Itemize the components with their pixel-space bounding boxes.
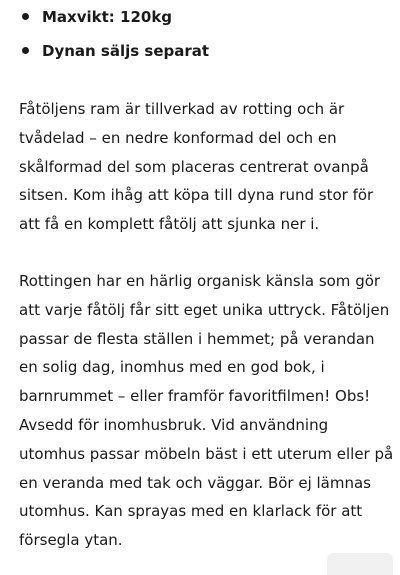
spec-item-cushion (19, 42, 397, 76)
floating-widget-tab[interactable] (327, 553, 393, 575)
bullet-icon (22, 47, 29, 54)
spec-item-label: Maxvikt: 120kg (42, 8, 173, 26)
spec-list (19, 8, 397, 76)
description-paragraph-rattan: Rottingen har en härlig organisk känsla som gör att varje fåtölj får sitt eget unika uttryck. Fåtöljen passar de flesta ställen i hemmet; på verandan en solig dag, inomhus med en god bok, i barnrummet – eller framför favoritfilmen! Obs! Avsedd för inomhusbruk. Vid användning utomhus passar möbeln bäst i ett uterum eller på en veranda med tak och väggar. Bör ej lämnas utomhus. Kan sprayas med en klarlack för att försegla ytan. (19, 271, 394, 550)
spec-item-label: Dynan säljs separat (42, 42, 210, 60)
description-paragraph-frame: Fåtöljens ram är tillverkad av rotting och är tvådelad – en nedre konformad del och en skålformad del som placeras centrerat ovanpå sitsen. Kom ihåg att köpa till dyna rund stor för att få en komplett fåtölj att sjunka ner i. (19, 100, 374, 234)
spec-item-max-weight (19, 8, 397, 42)
bullet-icon (22, 13, 29, 20)
product-description-section (19, 0, 397, 555)
